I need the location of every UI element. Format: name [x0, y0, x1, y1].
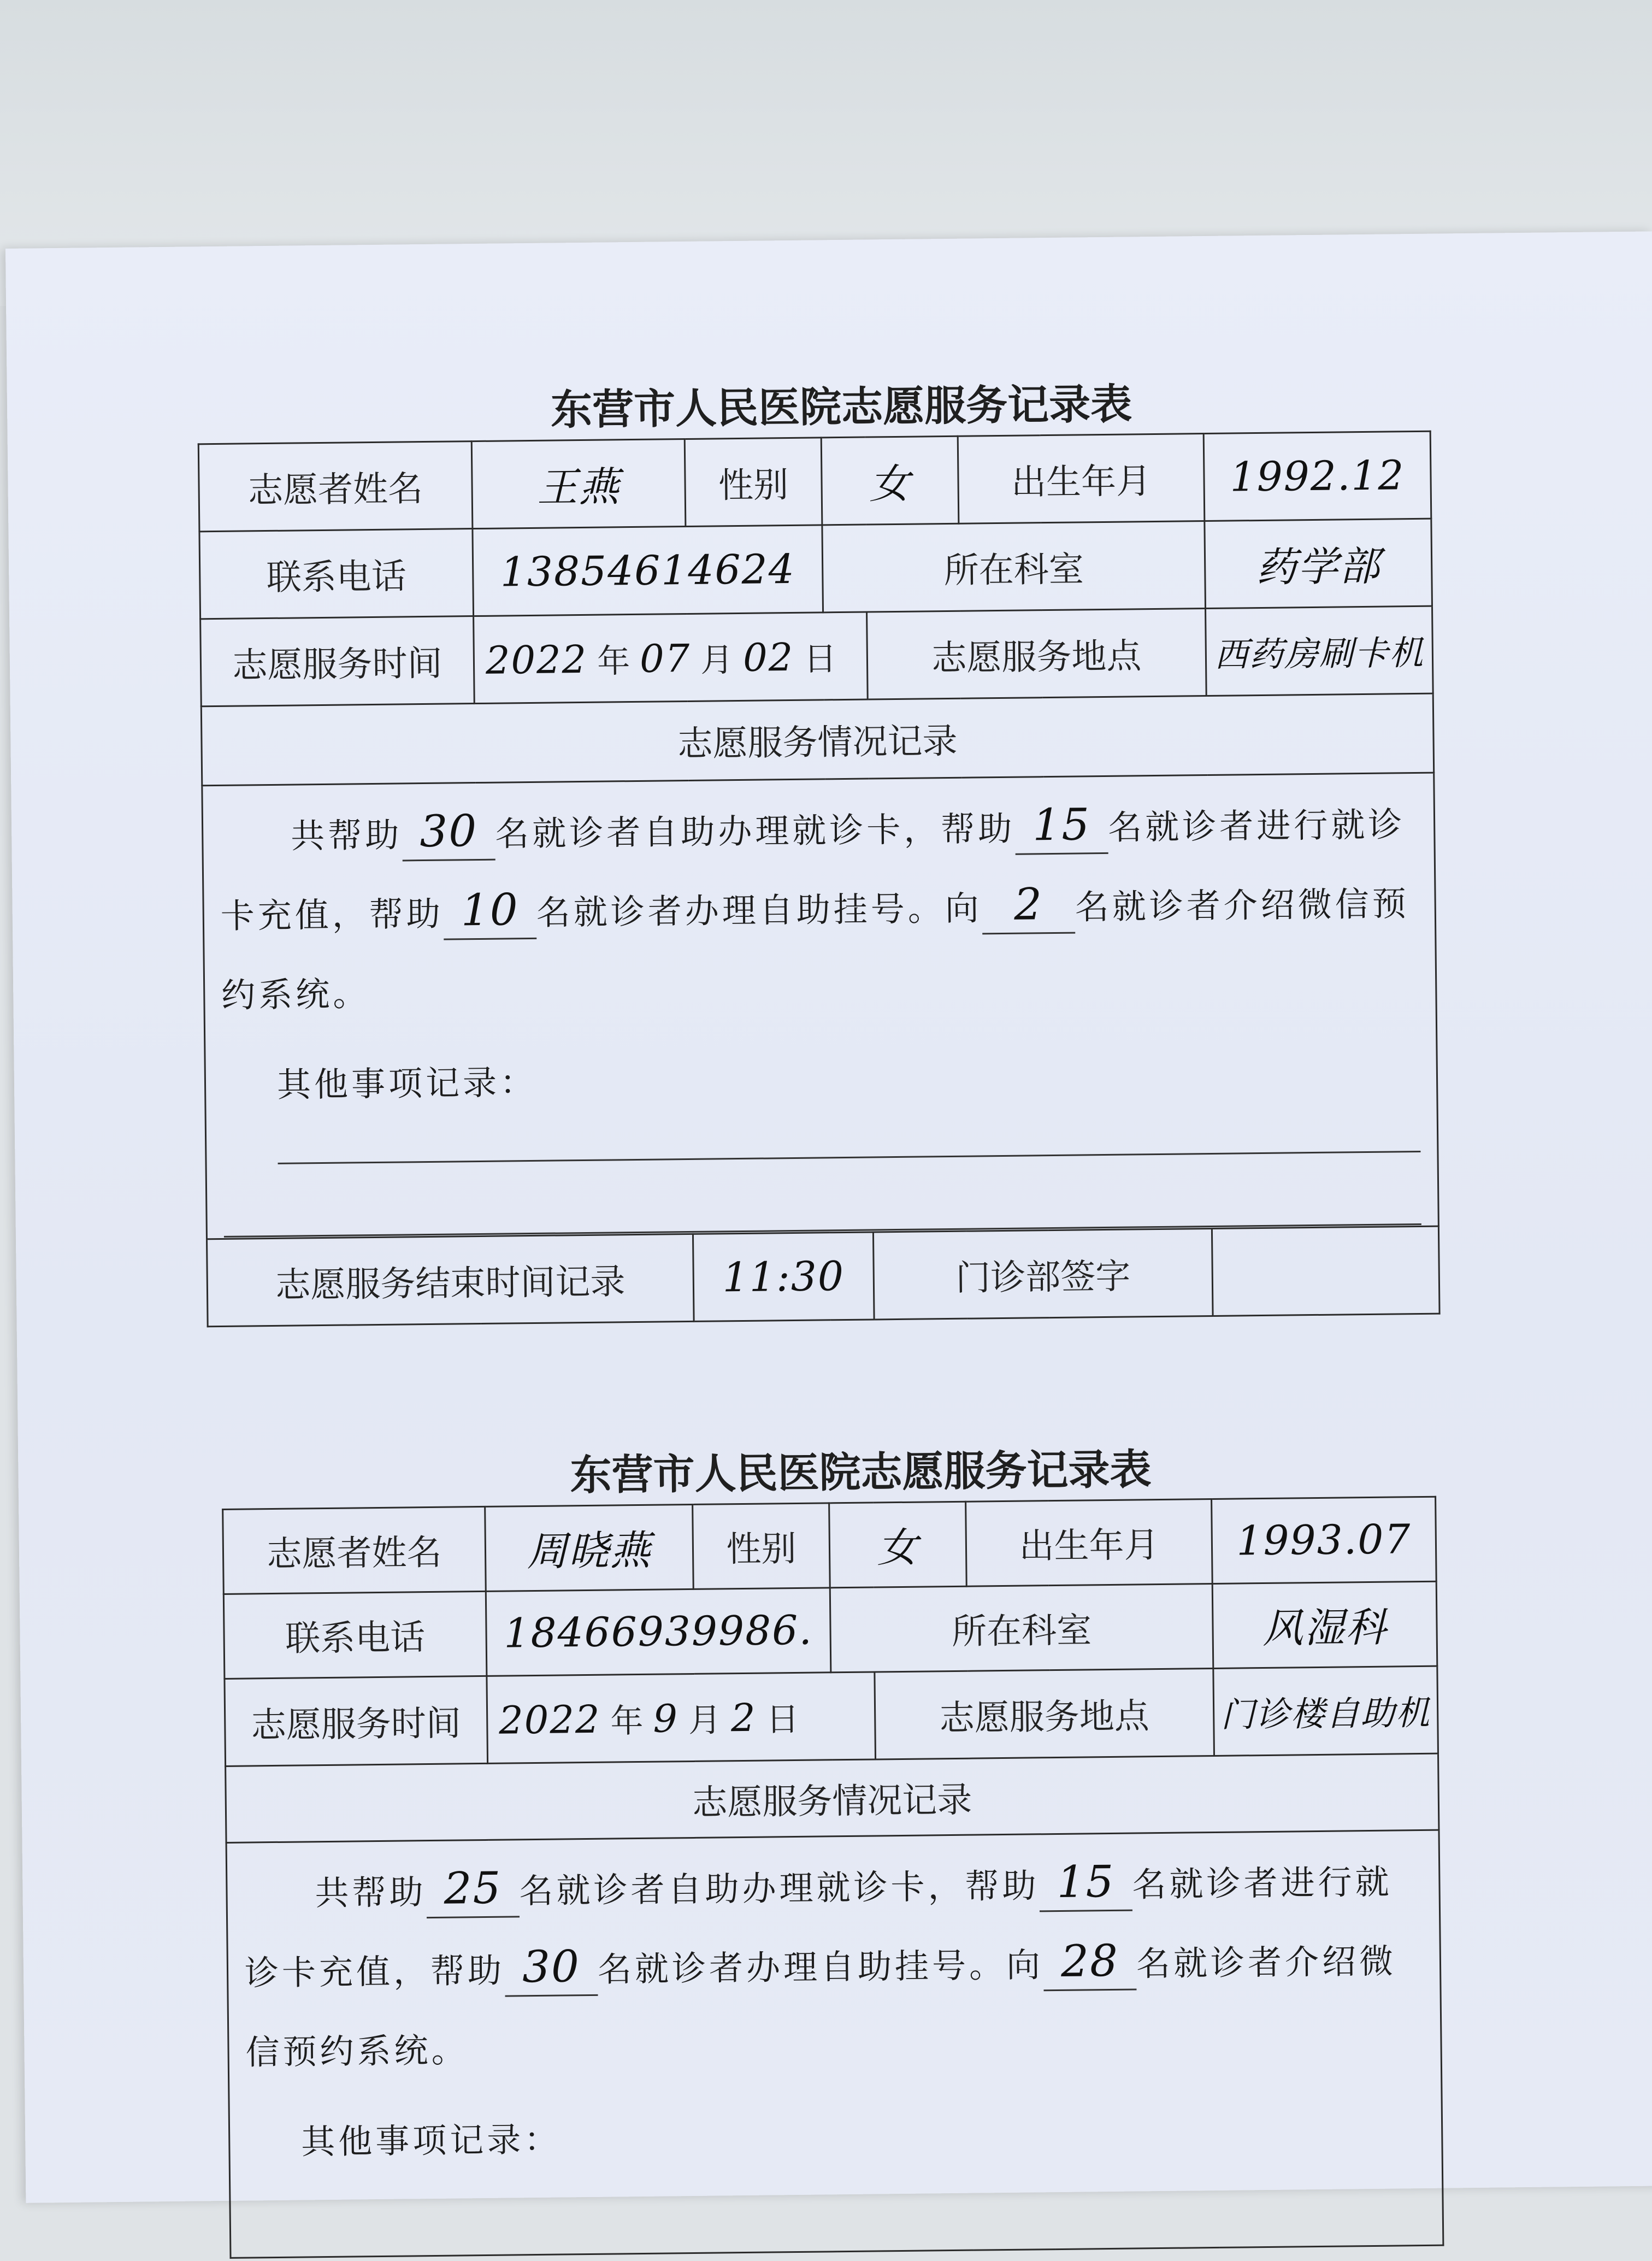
form-1-table	[198, 431, 1441, 1328]
label-name: 志愿者姓名	[223, 1506, 486, 1594]
label-phone: 联系电话	[199, 529, 474, 619]
value-phone: 18466939986.	[486, 1588, 831, 1676]
label-birth: 出生年月	[958, 434, 1205, 524]
value-dept: 风湿科	[1212, 1581, 1437, 1668]
record-paragraph: 共帮助 25 名就诊者自助办理就诊卡，帮助 15 名就诊者进行就诊卡充值，帮助 30 名就诊者办理自助挂号。向 28 名就诊者介绍微信预约系统。	[244, 1856, 1397, 2072]
label-birth: 出生年月	[966, 1499, 1213, 1587]
label-gender: 性别	[685, 438, 822, 527]
value-name: 周晓燕	[485, 1504, 694, 1591]
record-paragraph: 共帮助 30 名就诊者自助办理就诊卡，帮助 15 名就诊者进行就诊卡充值，帮助 10 名就诊者办理自助挂号。向 2 名就诊者介绍微信预约系统。	[220, 799, 1410, 1015]
label-name: 志愿者姓名	[198, 441, 473, 532]
label-service-time: 志愿服务时间	[225, 1676, 488, 1766]
value-service-place: 门诊楼自助机	[1213, 1666, 1438, 1756]
value-end-time: 11:30	[693, 1232, 874, 1321]
other-notes-label: 其他事项记录：	[300, 2119, 562, 2162]
form-2-title: 东营市人民医院志愿服务记录表	[570, 1445, 1152, 1500]
value-dept: 药学部	[1205, 519, 1432, 608]
form-2-table	[222, 1496, 1444, 2259]
value-service-date: 2022 年 9 月 2 日	[487, 1672, 876, 1763]
record-header: 志愿服务情况记录	[226, 1753, 1439, 1842]
value-birth: 1992.12	[1203, 431, 1431, 521]
label-gender: 性别	[693, 1503, 830, 1589]
value-sign	[1212, 1226, 1439, 1316]
label-phone: 联系电话	[223, 1591, 487, 1679]
paper-sheet	[5, 231, 1652, 2203]
record-body	[226, 1830, 1443, 2258]
label-dept: 所在科室	[822, 521, 1206, 613]
notes-line	[278, 1151, 1421, 1164]
label-sign: 门诊部签字	[873, 1228, 1213, 1319]
value-gender: 女	[821, 436, 959, 525]
value-phone: 13854614624	[473, 525, 823, 616]
record-header: 志愿服务情况记录	[201, 693, 1433, 786]
form-1-title: 东营市人民医院志愿服务记录表	[550, 379, 1132, 434]
label-service-place: 志愿服务地点	[875, 1668, 1214, 1759]
value-name: 王燕	[471, 439, 686, 529]
label-service-place: 志愿服务地点	[867, 609, 1207, 699]
value-birth: 1993.07	[1212, 1497, 1437, 1583]
record-body	[202, 773, 1439, 1239]
value-service-date: 2022 年 07 月 02 日	[474, 612, 868, 704]
value-service-place: 西药房刷卡机	[1206, 606, 1433, 696]
label-service-time: 志愿服务时间	[200, 616, 475, 706]
value-gender: 女	[829, 1502, 967, 1588]
other-notes-label: 其他事项记录：	[276, 1062, 538, 1105]
label-end-time: 志愿服务结束时间记录	[207, 1234, 694, 1326]
label-dept: 所在科室	[830, 1583, 1213, 1672]
